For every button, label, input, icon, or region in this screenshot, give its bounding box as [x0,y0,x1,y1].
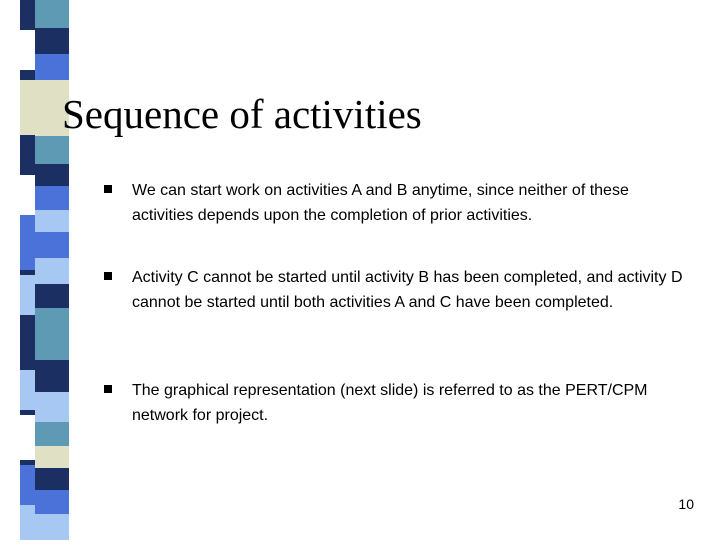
decorative-stripe [0,0,80,540]
bullet-text: The graphical representation (next slide) is referred to as the PERT/CPM network for project. [132,382,648,424]
page-number: 10 [678,496,694,512]
square-bullet-icon [104,385,112,393]
list-item [104,178,692,228]
list-item [104,378,692,428]
bullet-text: Activity C cannot be started until activity B has been completed, and activity D cannot be started until both activities A and C have been completed. [132,269,683,311]
square-bullet-icon [104,272,112,280]
bullet-text: We can start work on activities A and B anytime, since neither of these activities depends upon the completion of prior activities. [132,182,629,224]
list-item [104,265,692,315]
stripe-blocks [0,0,80,540]
slide-title: Sequence of activities [62,91,422,137]
square-bullet-icon [104,185,112,193]
